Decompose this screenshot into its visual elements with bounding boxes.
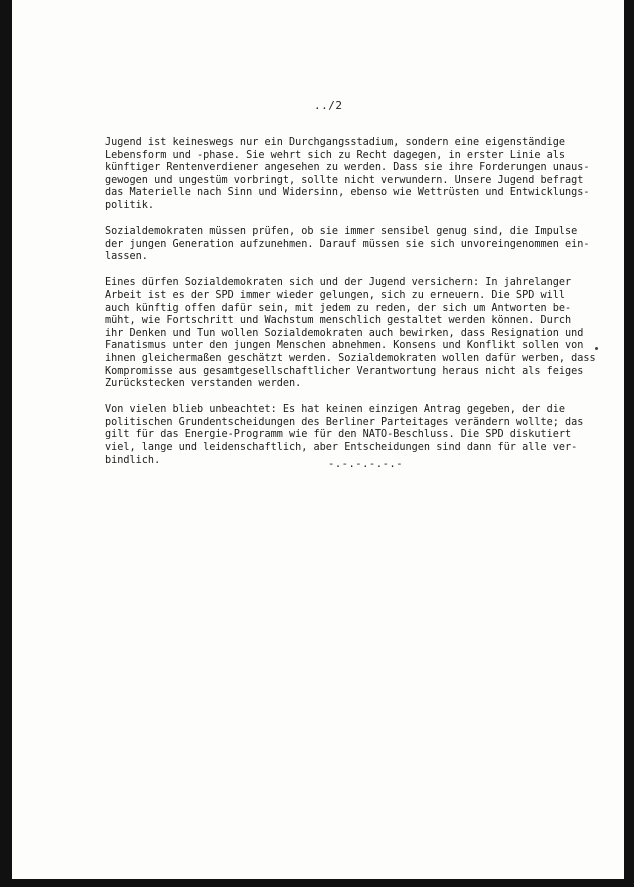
scan-border-right	[624, 0, 634, 887]
margin-mark	[595, 347, 598, 350]
text-line: bindlich.	[105, 454, 161, 466]
text-line: Jugend ist keineswegs nur ein Durchgangsstadium, sondern eine eigenständige	[105, 137, 566, 148]
text-line: ihr Denken und Tun wollen Sozialdemokraten auch bewirken, dass Resignation und	[105, 327, 584, 339]
text-line: politik.	[105, 199, 155, 211]
text-line: Von vielen blieb unbeachtet: Es hat keinen einzigen Antrag gegeben, der die	[105, 404, 566, 416]
text-line: Kompromisse aus gesamtgesellschaftlicher Verantwortung heraus nicht als feiges	[105, 365, 584, 377]
text-line: auch künftig offen dafür sein, mit jedem zu reden, der sich um Antworten be-	[105, 302, 572, 314]
text-line: viel, lange und leidenschaftlich, aber Entscheidungen sind dann für alle ver-	[105, 441, 578, 453]
text-line: künftiger Rentenverdiener angesehen zu werden. Dass sie ihre Forderungen unaus-	[105, 162, 590, 174]
text-line: Lebensform und -phase. Sie wehrt sich zu Recht dagegen, in erster Linie als	[105, 149, 566, 161]
text-line: Fanatismus unter den jungen Menschen abnehmen. Konsens und Konflikt sollen von	[105, 340, 584, 352]
text-line: Sozialdemokraten müssen prüfen, ob sie immer sensibel genug sind, die Impulse	[105, 226, 578, 238]
text-line: Eines dürfen Sozialdemokraten sich und der Jugend versichern: In jahrelanger	[105, 277, 572, 289]
text-line: das Materielle nach Sinn und Widersinn, ebenso wie Wettrüsten und Entwicklungs-	[105, 187, 590, 199]
end-separator: -.-.-.-.-.-	[328, 458, 404, 470]
text-line: gilt für das Energie-Programm wie für den NATO-Beschluss. Die SPD diskutiert	[105, 429, 572, 441]
paragraph-3	[105, 277, 596, 390]
text-line: politischen Grundentscheidungen des Berliner Parteitages verändern wollte; das	[105, 416, 584, 428]
text-line: lassen.	[105, 251, 148, 263]
text-line: der jungen Generation aufzunehmen. Darauf müssen sie sich unvoreingenommen ein-	[105, 238, 590, 250]
scan-border-left	[0, 0, 12, 887]
text-line: Arbeit ist es der SPD immer wieder gelungen, sich zu erneuern. Die SPD will	[105, 289, 566, 301]
paragraph-1	[105, 137, 590, 213]
paragraph-2	[105, 226, 590, 264]
scan-border-bottom	[0, 879, 634, 887]
text-line: gewogen und ungestüm vorbringt, sollte nicht verwundern. Unsere Jugend befragt	[105, 174, 584, 186]
text-line: müht, wie Fortschritt und Wachstum menschlich gestaltet werden können. Durch	[105, 315, 572, 327]
text-line: ihnen gleichermaßen geschätzt werden. Sozialdemokraten wollen dafür werben, dass	[105, 352, 596, 364]
text-line: Zurückstecken verstanden werden.	[105, 378, 302, 390]
page-number: ../2	[314, 99, 343, 112]
document-body	[105, 137, 596, 481]
